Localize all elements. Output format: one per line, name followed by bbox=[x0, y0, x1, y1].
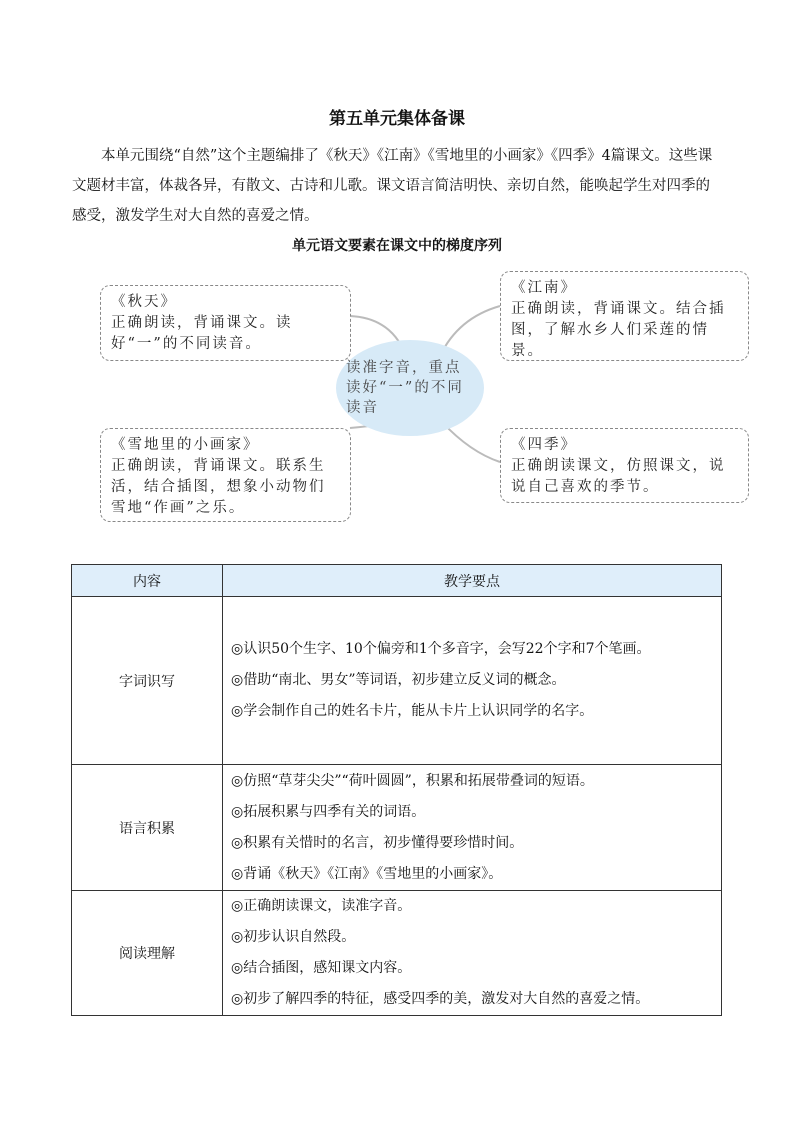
diagram-title: 单元语文要素在课文中的梯度序列 bbox=[292, 238, 502, 254]
points-cell bbox=[223, 597, 722, 765]
teaching-point: ◎结合插图，感知课文内容。 bbox=[231, 960, 412, 976]
lesson-name: 《四季》 bbox=[511, 437, 577, 453]
teaching-point: ◎初步了解四季的特征，感受四季的美，激发对大自然的喜爱之情。 bbox=[231, 991, 650, 1007]
teaching-point: ◎初步认识自然段。 bbox=[231, 929, 356, 945]
teaching-point: ◎正确朗读课文，读准字音。 bbox=[231, 898, 412, 914]
lesson-name: 《雪地里的小画家》 bbox=[111, 437, 260, 453]
points-cell bbox=[223, 765, 722, 891]
text-box-qiutian bbox=[100, 285, 351, 361]
teaching-point: ◎学会制作自己的姓名卡片，能从卡片上认识同学的名字。 bbox=[231, 703, 594, 719]
text-box-xuedi bbox=[100, 428, 351, 522]
category-cell: 字词识写 bbox=[72, 597, 223, 765]
lesson-goal: 正确朗读课文，仿照课文，说说自己喜欢的季节。 bbox=[511, 458, 726, 495]
page-title: 第五单元集体备课 bbox=[329, 109, 465, 129]
table-header-row bbox=[72, 565, 722, 597]
core-element-bubble bbox=[336, 340, 484, 436]
header-content: 内容 bbox=[72, 565, 223, 597]
teaching-points-table bbox=[71, 564, 722, 1016]
category-cell: 阅读理解 bbox=[72, 891, 223, 1016]
lesson-name: 《江南》 bbox=[511, 280, 577, 296]
category-cell: 语言积累 bbox=[72, 765, 223, 891]
table-row bbox=[72, 891, 722, 1016]
teaching-point: ◎认识50个生字、10个偏旁和1个多音字，会写22个字和7个笔画。 bbox=[231, 641, 651, 657]
teaching-point: ◎背诵《秋天》《江南》《雪地里的小画家》。 bbox=[231, 865, 503, 882]
lesson-goal: 正确朗读，背诵课文。联系生活，结合插图，想象小动物们雪地“作画”之乐。 bbox=[111, 458, 326, 516]
teaching-point: ◎仿照“草芽尖尖”“荷叶圆圆”，积累和拓展带叠词的短语。 bbox=[231, 772, 594, 789]
lesson-goal: 正确朗读，背诵课文。结合插图，了解水乡人们采莲的情景。 bbox=[511, 301, 726, 359]
lesson-goal: 正确朗读，背诵课文。读好“一”的不同读音。 bbox=[111, 315, 293, 352]
text-box-jiangnan bbox=[500, 271, 749, 361]
table-row bbox=[72, 597, 722, 765]
text-box-siji bbox=[500, 428, 749, 503]
core-element-text: 读准字音，重点读好“一”的不同读音 bbox=[346, 360, 464, 416]
teaching-point: ◎积累有关惜时的名言，初步懂得要珍惜时间。 bbox=[231, 834, 524, 851]
lesson-name: 《秋天》 bbox=[111, 294, 177, 310]
points-cell bbox=[223, 891, 722, 1016]
header-teaching-points: 教学要点 bbox=[223, 565, 722, 597]
teaching-point: ◎借助“南北、男女”等词语，初步建立反义词的概念。 bbox=[231, 672, 566, 688]
intro-paragraph: 本单元围绕“自然”这个主题编排了《秋天》《江南》《雪地里的小画家》《四季》4篇课文。这些课文题材丰富，体裁各异，有散文、古诗和儿歌。课文语言简洁明快、亲切自然，能唤起学生对四季的感受，激发学生对大自然的喜爱之情。 bbox=[72, 148, 713, 224]
table-row bbox=[72, 765, 722, 891]
teaching-point: ◎拓展积累与四季有关的词语。 bbox=[231, 803, 426, 820]
